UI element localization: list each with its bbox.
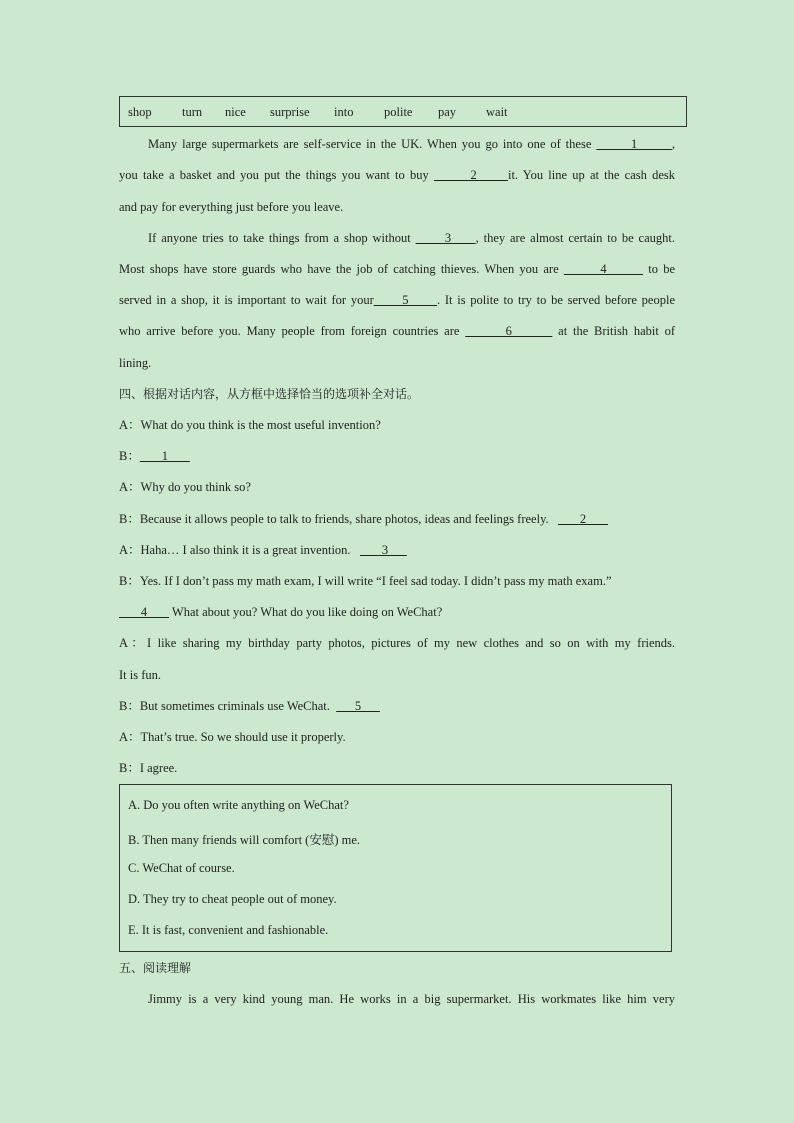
option-item: C. WeChat of course. xyxy=(128,861,235,875)
answer-blank[interactable]: 6 xyxy=(465,324,553,338)
answer-blank[interactable]: 5 xyxy=(373,293,437,307)
answer-blank[interactable]: 2 xyxy=(558,512,609,526)
word-bank-box xyxy=(119,96,687,127)
answer-blank[interactable]: 5 xyxy=(336,699,380,713)
passage-line: served in a shop, it is important to wait for your 5 . It is polite to try to be served before people xyxy=(119,293,676,307)
dialogue-line: B：Because it allows people to talk to friends, share photos, ideas and feelings freely. 2 xyxy=(119,512,609,526)
passage-line: and pay for everything just before you leave. xyxy=(119,200,344,214)
dialogue-line: It is fun. xyxy=(119,668,162,682)
option-item: D. They try to cheat people out of money. xyxy=(128,892,337,906)
answer-blank[interactable]: 4 xyxy=(119,605,169,619)
passage-line: who arrive before you. Many people from foreign countries are 6 at the British habit of xyxy=(119,324,676,338)
word-bank-item: shop xyxy=(128,105,152,119)
dialogue-line: 4 What about you? What do you like doing on WeChat? xyxy=(119,605,443,619)
passage-line: Many large supermarkets are self-service in the UK. When you go into one of these 1 , xyxy=(148,137,676,151)
dialogue-line: A：I like sharing my birthday party photos, pictures of my new clothes and so on with my friends. xyxy=(119,636,675,650)
answer-blank[interactable]: 2 xyxy=(433,168,508,182)
dialogue-line: A：Why do you think so? xyxy=(119,480,251,494)
section-heading: 五、阅读理解 xyxy=(119,961,192,975)
option-item: E. It is fast, convenient and fashionable. xyxy=(128,923,329,937)
passage-line: If anyone tries to take things from a shop without 3 , they are almost certain to be caught. xyxy=(148,231,676,245)
answer-blank[interactable]: 3 xyxy=(359,543,407,557)
word-bank-item: pay xyxy=(438,105,457,119)
dialogue-line: A：Haha… I also think it is a great invention. 3 xyxy=(119,543,407,557)
dialogue-line: B：Yes. If I don’t pass my math exam, I will write “I feel sad today. I didn’t pass my math exam.” xyxy=(119,574,612,588)
answer-blank[interactable]: 3 xyxy=(415,231,476,245)
option-item: A. Do you often write anything on WeChat? xyxy=(128,798,349,812)
word-bank-item: turn xyxy=(182,105,203,119)
options-box xyxy=(119,784,672,952)
dialogue-line: B：But sometimes criminals use WeChat. 5 xyxy=(119,699,380,713)
dialogue-line: A：That’s true. So we should use it properly. xyxy=(119,730,346,744)
word-bank-item: into xyxy=(334,105,354,119)
passage-line: lining. xyxy=(119,356,152,370)
answer-blank[interactable]: 1 xyxy=(139,449,190,463)
answer-blank[interactable]: 4 xyxy=(563,262,644,276)
passage-line: Most shops have store guards who have the job of catching thieves. When you are 4 to be xyxy=(119,262,676,276)
passage-line: Jimmy is a very kind young man. He works in a big supermarket. His workmates like him very xyxy=(148,992,675,1006)
answer-blank[interactable]: 1 xyxy=(596,137,672,151)
option-item: B. Then many friends will comfort (安慰) me. xyxy=(128,833,361,847)
word-bank-item: wait xyxy=(486,105,508,119)
dialogue-line: B：I agree. xyxy=(119,761,178,775)
word-bank-item: polite xyxy=(384,105,413,119)
dialogue-line: A：What do you think is the most useful invention? xyxy=(119,418,381,432)
dialogue-line: B： 1 xyxy=(119,449,190,463)
word-bank-item: nice xyxy=(225,105,246,119)
word-bank-item: surprise xyxy=(270,105,310,119)
section-heading: 四、根据对话内容，从方框中选择恰当的选项补全对话。 xyxy=(119,387,420,401)
passage-line: you take a basket and you put the things you want to buy 2 it. You line up at the cash desk xyxy=(119,168,675,182)
